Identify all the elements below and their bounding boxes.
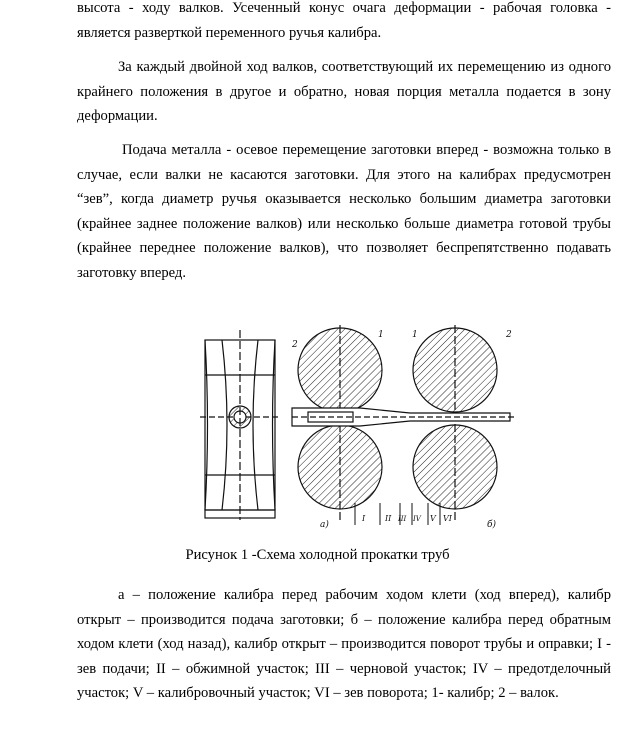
label-caliber-right: 1 bbox=[412, 330, 418, 340]
paragraph-1: высота - ходу валков. Усеченный конус очага деформации - рабочая головка - является разверткой переменного ручья калибра. bbox=[77, 0, 611, 41]
label-roll-right: 2 bbox=[506, 330, 512, 340]
rolls-position-b bbox=[413, 325, 497, 520]
paragraph-4: а – положение калибра перед рабочим ходом клети (ход вперед), калибр открыт – производится подача заготовки; б – положение калибра перед обратным ходом клети (ход назад), калибр открыт – производится поворот трубы и оправки; I - зев подачи; II – обжимной участок; III – черновой участок; IV – предотделочный участок; V – калибровочный участок; VI – зев поворота; 1- калибр; 2 – валок. bbox=[77, 587, 611, 702]
paragraph-3: Подача металла - осевое перемещение заготовки вперед - возможна только в случае, если валки не касаются заготовки. Для этого на калибрах предусмотрен “зев”, когда диаметр ручья оказывается несколько большим диаметра заготовки (крайнее заднее положение валков) или несколько больше диаметра готовой трубы (крайнее переднее положение валков), что позволяет беспрепятственно подавать заготовку вперед. bbox=[77, 142, 611, 281]
label-caliber-left: 1 bbox=[378, 330, 384, 340]
zone-i: I bbox=[362, 514, 366, 523]
paragraph-2: За каждый двойной ход валков, соответствующий их перемещению из одного крайнего положения в другое и обратно, новая порция металла подается в зону деформации. bbox=[77, 59, 611, 125]
zone-v: V bbox=[430, 514, 436, 523]
zone-iv: IV bbox=[413, 515, 421, 523]
zone-vi: VI bbox=[443, 514, 452, 523]
label-a: а) bbox=[320, 520, 329, 530]
zone-iii: III bbox=[398, 515, 407, 523]
zone-ii: II bbox=[385, 514, 392, 523]
stand-side-view bbox=[200, 330, 280, 520]
label-b: б) bbox=[487, 520, 497, 530]
pipe-and-mandrel bbox=[292, 408, 515, 426]
figure-caption: Рисунок 1 -Схема холодной прокатки труб bbox=[185, 547, 450, 563]
cold-pipe-rolling-diagram bbox=[200, 325, 520, 540]
label-roll-left: 2 bbox=[292, 340, 298, 350]
